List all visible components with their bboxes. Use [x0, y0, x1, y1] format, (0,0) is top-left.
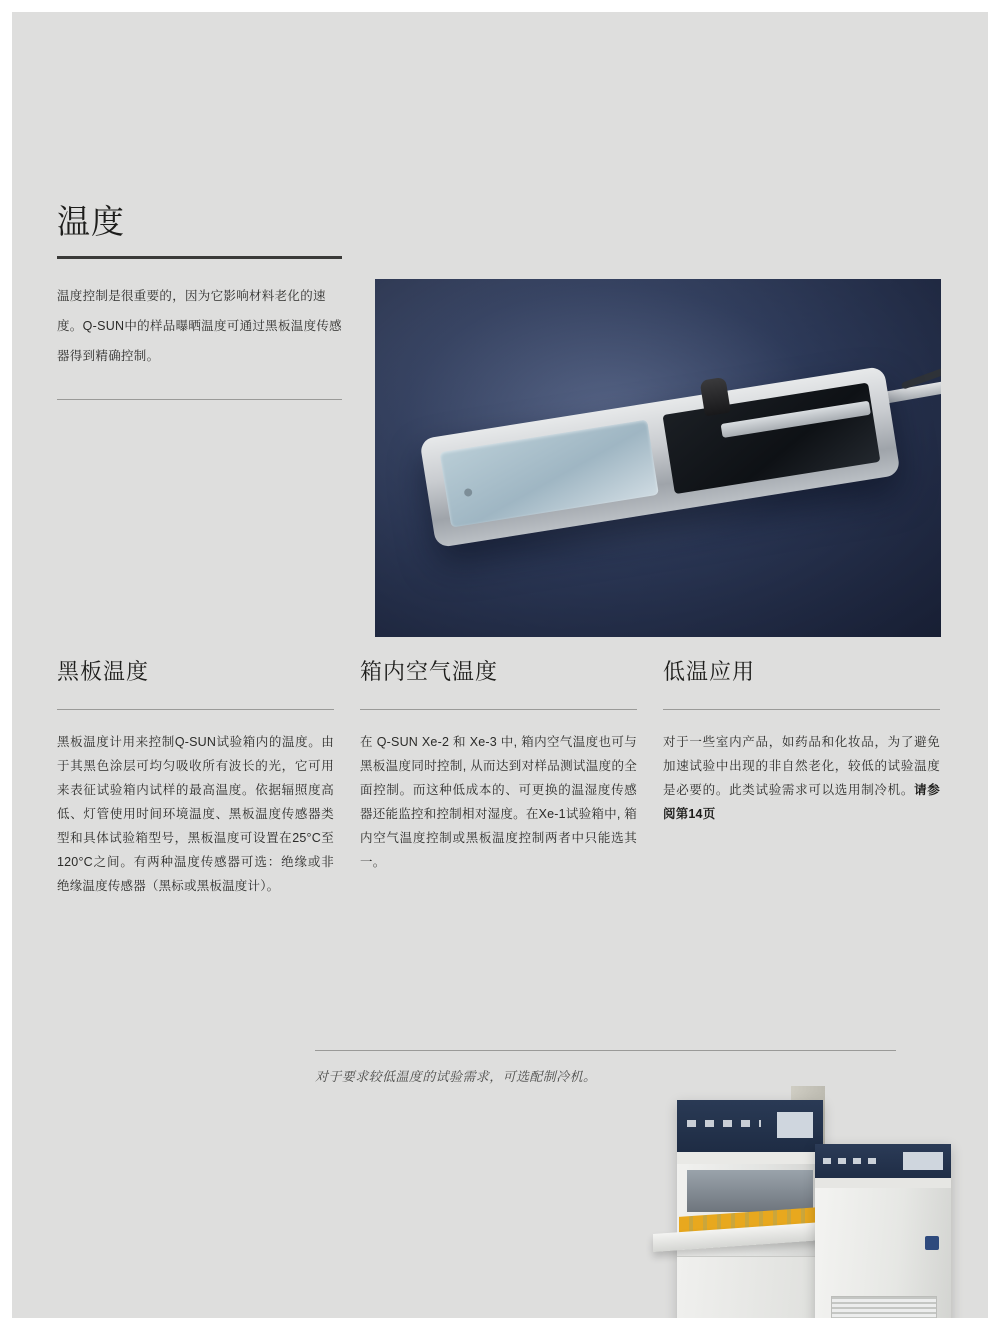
- chamber-control-knobs: [687, 1120, 761, 1127]
- test-chamber: [677, 1100, 823, 1318]
- chamber-display-screen: [777, 1112, 813, 1138]
- title-divider: [57, 256, 342, 259]
- column-blackpanel-temperature: [57, 657, 334, 898]
- column-body-text: 对于一些室内产品，如药品和化妆品，为了避免加速试验中出现的非自然老化，较低的试验温度是必要的。此类试验需求可以选用制冷机。: [663, 735, 940, 797]
- column-heading: 箱内空气温度: [360, 659, 499, 684]
- intro-paragraph: 温度控制是很重要的，因为它影响材料老化的速度。Q-SUN中的样品曝晒温度可通过黑板温度传感器得到精确控制。: [57, 289, 342, 363]
- column-divider: [57, 709, 334, 710]
- document-page: [12, 12, 988, 1318]
- chamber-top-trim: [677, 1152, 823, 1164]
- photo-caption: 对于要求较低温度的试验需求，可选配制冷机。: [315, 1069, 597, 1084]
- chiller-vent-grille: [831, 1296, 937, 1318]
- sensor-screw: [464, 488, 473, 497]
- chiller-unit: [815, 1144, 951, 1318]
- sensor-black-panel: [662, 383, 880, 495]
- chiller-control-panel: [815, 1144, 951, 1178]
- chiller-trim-band: [815, 1178, 951, 1188]
- column-heading: 黑板温度: [57, 659, 150, 684]
- page-reference-link[interactable]: 请参阅第14页: [663, 783, 940, 821]
- sensor-knob: [700, 377, 731, 417]
- sensor-white-panel: [440, 420, 659, 528]
- chamber-control-panel: [677, 1100, 823, 1152]
- brand-logo-icon: [925, 1236, 939, 1250]
- column-divider: [663, 709, 940, 710]
- caption-divider: [315, 1050, 896, 1051]
- column-body: 黑板温度计用来控制Q-SUN试验箱内的温度。由于其黑色涂层可均匀吸收所有波长的光，它可用来表征试验箱内试样的最高温度。依据辐照度高低、灯管使用时间环境温度、黑板温度传感器类型和具体试验箱型号，黑板温度可设置在25°C至120°C之间。有两种温度传感器可选：绝缘或非绝缘温度传感器（黑标或黑板温度计）。: [57, 735, 334, 893]
- column-divider: [360, 709, 637, 710]
- blackpanel-sensor-photo: [375, 279, 941, 637]
- chamber-interior: [687, 1170, 813, 1212]
- chiller-control-knobs: [823, 1158, 883, 1164]
- column-body: [663, 730, 940, 826]
- intro-divider: [57, 399, 342, 400]
- column-chamber-air-temperature: [360, 657, 637, 874]
- column-low-temperature-application: [663, 657, 940, 826]
- chiller-display-screen: [903, 1152, 943, 1170]
- column-heading: 低温应用: [663, 659, 756, 684]
- page-content: [57, 202, 941, 893]
- column-body: 在 Q-SUN Xe-2 和 Xe-3 中, 箱内空气温度也可与黑板温度同时控制, 从而达到对样品测试温度的全面控制。而这种低成本的、可更换的温湿度传感器还能监控和控制相对湿度。在Xe-1试验箱中, 箱内空气温度控制或黑板温度控制两者中只能选其一。: [360, 735, 637, 869]
- page-title: 温度: [57, 203, 125, 240]
- chamber-and-chiller-photo: [663, 1082, 953, 1318]
- chamber-lower-cabinet: [677, 1256, 823, 1318]
